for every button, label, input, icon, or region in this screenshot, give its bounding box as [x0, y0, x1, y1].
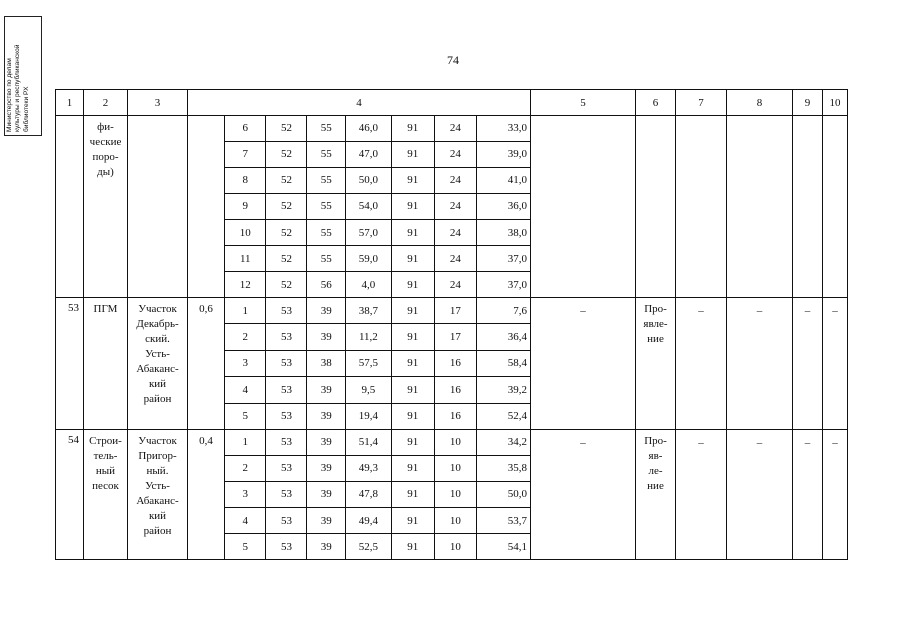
coordinate-value: 38,0: [476, 220, 530, 246]
coordinates-subtable: [225, 116, 530, 297]
location-cell-text: Участок Декабрь- ский. Усть- Абаканс- кий район: [136, 303, 179, 405]
coordinate-value: 38: [307, 350, 346, 377]
col7-cell: [676, 298, 727, 430]
coordinate-value: 4,0: [346, 272, 392, 297]
stamp-line: Министерство по делам: [6, 58, 13, 132]
coordinate-value: 9,5: [346, 377, 392, 404]
coordinate-value: 1: [225, 430, 266, 455]
coordinate-value: 39,2: [476, 377, 530, 404]
col8-cell: [727, 298, 793, 430]
coordinate-value: 39,0: [476, 141, 530, 167]
coordinate-row: [225, 430, 530, 455]
col8-cell-text: –: [756, 437, 763, 449]
header-row: [56, 90, 848, 116]
depth-cell: [188, 116, 225, 298]
col5-cell: [531, 430, 636, 560]
col8-cell-text: [727, 116, 792, 122]
depth-cell: [188, 430, 225, 560]
depth-cell-text: [188, 116, 224, 120]
coordinate-value: 91: [391, 508, 434, 534]
col10-cell: [823, 430, 848, 560]
coordinate-value: 54,0: [346, 193, 392, 219]
coordinate-value: 10: [434, 430, 476, 455]
coordinate-value: 39: [307, 298, 346, 324]
coordinate-row: [225, 481, 530, 507]
coordinate-value: 5: [225, 403, 266, 429]
col6-cell: [636, 430, 676, 560]
coordinate-value: 24: [434, 246, 476, 272]
col7-cell: [676, 116, 727, 298]
coordinate-row: [225, 246, 530, 272]
header-cell: 8: [727, 90, 793, 116]
col7-cell: [676, 430, 727, 560]
coordinate-value: 52,5: [346, 534, 392, 559]
coordinate-value: 49,3: [346, 455, 392, 481]
coordinate-value: 11: [225, 246, 266, 272]
coordinate-value: 53: [266, 455, 307, 481]
coordinate-value: 91: [391, 193, 434, 219]
coordinate-value: 10: [434, 534, 476, 559]
coordinate-value: 3: [225, 481, 266, 507]
header-cell: 9: [793, 90, 823, 116]
coordinate-value: 39: [307, 481, 346, 507]
col8-cell-text: –: [756, 305, 763, 317]
coordinate-value: 39: [307, 324, 346, 351]
depth-cell-text: 0,6: [199, 303, 213, 315]
coordinate-value: 34,2: [476, 430, 530, 455]
material-cell: [84, 430, 128, 560]
col7-cell-text: [676, 116, 726, 122]
coordinate-value: 24: [434, 167, 476, 193]
coordinate-value: 52: [266, 272, 307, 297]
coordinate-value: 39: [307, 403, 346, 429]
coordinate-value: 55: [307, 193, 346, 219]
coordinates-cell: [225, 298, 531, 430]
coordinate-value: 54,1: [476, 534, 530, 559]
location-cell: [128, 116, 188, 298]
col10-cell-text: [823, 116, 847, 122]
coordinate-value: 2: [225, 455, 266, 481]
coordinate-value: 24: [434, 141, 476, 167]
coordinate-row: [225, 403, 530, 429]
row-number-cell-text: 54: [68, 434, 79, 446]
coordinate-value: 91: [391, 481, 434, 507]
coordinate-value: 57,5: [346, 350, 392, 377]
coordinate-row: [225, 116, 530, 141]
header-cell: 7: [676, 90, 727, 116]
table-row: [56, 430, 848, 560]
coordinate-value: 50,0: [476, 481, 530, 507]
col9-cell: [793, 430, 823, 560]
depth-cell: [188, 298, 225, 430]
coordinate-value: 55: [307, 167, 346, 193]
coordinates-subtable: [225, 430, 530, 559]
coordinate-value: 52: [266, 193, 307, 219]
coordinate-value: 19,4: [346, 403, 392, 429]
coordinate-value: 91: [391, 377, 434, 404]
row-number-cell-text: [56, 116, 83, 120]
coordinate-row: [225, 272, 530, 297]
col6-cell: [636, 116, 676, 298]
location-cell: [128, 298, 188, 430]
stamp-text: [4, 16, 42, 136]
coordinates-cell: [225, 430, 531, 560]
col8-cell: [727, 430, 793, 560]
coordinate-value: 7: [225, 141, 266, 167]
coordinate-row: [225, 141, 530, 167]
coordinate-value: 36,0: [476, 193, 530, 219]
coordinate-value: 91: [391, 430, 434, 455]
coordinate-value: 7,6: [476, 298, 530, 324]
coordinate-value: 91: [391, 246, 434, 272]
coordinate-value: 24: [434, 220, 476, 246]
col6-cell-text: Про- яв- ле- ние: [644, 435, 667, 492]
col9-cell-text: –: [804, 305, 811, 317]
col10-cell-text: –: [832, 437, 838, 449]
coordinate-value: 2: [225, 324, 266, 351]
coordinate-value: 1: [225, 298, 266, 324]
coordinate-value: 53: [266, 298, 307, 324]
coordinate-value: 52,4: [476, 403, 530, 429]
coordinate-value: 39: [307, 455, 346, 481]
table-row: [56, 116, 848, 298]
page-number: 74: [447, 53, 459, 67]
coordinate-value: 53: [266, 350, 307, 377]
coordinate-value: 38,7: [346, 298, 392, 324]
coordinate-value: 16: [434, 350, 476, 377]
coordinate-row: [225, 167, 530, 193]
coordinate-value: 35,8: [476, 455, 530, 481]
coordinate-value: 10: [434, 455, 476, 481]
header-cell: 5: [531, 90, 636, 116]
col7-cell-text: –: [698, 305, 704, 317]
header-cell: 3: [128, 90, 188, 116]
depth-cell-text: 0,4: [199, 435, 213, 447]
coordinate-value: 91: [391, 324, 434, 351]
coordinate-value: 49,4: [346, 508, 392, 534]
coordinate-value: 5: [225, 534, 266, 559]
coordinate-value: 16: [434, 377, 476, 404]
coordinate-value: 91: [391, 298, 434, 324]
coordinate-value: 52: [266, 220, 307, 246]
coordinate-value: 55: [307, 220, 346, 246]
coordinate-value: 53: [266, 324, 307, 351]
col5-cell: [531, 298, 636, 430]
coordinate-value: 47,0: [346, 141, 392, 167]
coordinate-value: 91: [391, 350, 434, 377]
coordinate-value: 91: [391, 116, 434, 141]
col9-cell-text: [793, 116, 822, 122]
material-cell-text: ПГМ: [93, 303, 118, 315]
coordinate-value: 52: [266, 246, 307, 272]
coordinate-value: 39: [307, 430, 346, 455]
coordinate-value: 17: [434, 324, 476, 351]
material-cell: [84, 116, 128, 298]
coordinate-value: 91: [391, 403, 434, 429]
coordinate-value: 33,0: [476, 116, 530, 141]
coordinate-value: 53: [266, 403, 307, 429]
coordinate-value: 52: [266, 116, 307, 141]
coordinate-value: 57,0: [346, 220, 392, 246]
coordinate-value: 16: [434, 403, 476, 429]
col7-cell-text: –: [698, 437, 704, 449]
coordinate-value: 4: [225, 508, 266, 534]
header-cell: 1: [56, 90, 84, 116]
row-number-cell: [56, 430, 84, 560]
col5-cell-text: –: [580, 305, 586, 317]
coordinate-value: 53: [266, 534, 307, 559]
header-cell: 10: [823, 90, 848, 116]
coordinate-value: 56: [307, 272, 346, 297]
coordinate-value: 91: [391, 534, 434, 559]
coordinate-value: 91: [391, 220, 434, 246]
location-cell-text: [128, 116, 187, 120]
row-number-cell: [56, 298, 84, 430]
col5-cell-text: –: [580, 437, 586, 449]
col5-cell-text: [531, 116, 635, 122]
stamp-line: библиотеки РХ: [22, 86, 30, 132]
table-row: [56, 298, 848, 430]
coordinate-row: [225, 298, 530, 324]
coordinate-value: 3: [225, 350, 266, 377]
col5-cell: [531, 116, 636, 298]
coordinate-value: 91: [391, 167, 434, 193]
coordinate-value: 50,0: [346, 167, 392, 193]
coordinate-value: 24: [434, 193, 476, 219]
col6-cell-text: Про- явле- ние: [643, 303, 668, 345]
library-stamp: [4, 16, 42, 136]
coordinate-value: 17: [434, 298, 476, 324]
col10-cell: [823, 298, 848, 430]
coordinate-value: 24: [434, 272, 476, 297]
col9-cell: [793, 116, 823, 298]
col10-cell: [823, 116, 848, 298]
coordinates-cell: [225, 116, 531, 298]
coordinate-row: [225, 455, 530, 481]
col6-cell-text: [636, 116, 675, 120]
coordinate-value: 53: [266, 377, 307, 404]
coordinate-value: 55: [307, 116, 346, 141]
col9-cell: [793, 298, 823, 430]
row-number-cell: [56, 116, 84, 298]
header-cell: 4: [188, 90, 531, 116]
coordinate-value: 4: [225, 377, 266, 404]
coordinate-value: 39: [307, 508, 346, 534]
coordinate-value: 53,7: [476, 508, 530, 534]
coordinate-value: 10: [225, 220, 266, 246]
coordinate-row: [225, 324, 530, 351]
coordinate-value: 46,0: [346, 116, 392, 141]
coordinate-value: 53: [266, 430, 307, 455]
row-number-cell-text: 53: [68, 302, 79, 314]
coordinate-value: 55: [307, 141, 346, 167]
col6-cell: [636, 298, 676, 430]
coordinate-value: 51,4: [346, 430, 392, 455]
coordinate-value: 53: [266, 508, 307, 534]
coordinate-value: 91: [391, 272, 434, 297]
coordinate-row: [225, 350, 530, 377]
stamp-line: культуры и республиканской: [14, 44, 22, 132]
location-cell-text: Участок Пригор- ный. Усть- Абаканс- кий район: [136, 435, 179, 537]
coordinate-value: 12: [225, 272, 266, 297]
coordinate-value: 58,4: [476, 350, 530, 377]
coordinate-value: 41,0: [476, 167, 530, 193]
coordinates-subtable: [225, 298, 530, 429]
coordinate-value: 52: [266, 167, 307, 193]
coordinate-value: 53: [266, 481, 307, 507]
col9-cell-text: –: [804, 437, 811, 449]
col10-cell-text: –: [832, 305, 838, 317]
coordinate-value: 39: [307, 534, 346, 559]
coordinate-value: 37,0: [476, 272, 530, 297]
coordinate-value: 39: [307, 377, 346, 404]
coordinate-value: 52: [266, 141, 307, 167]
coordinate-value: 59,0: [346, 246, 392, 272]
coordinate-value: 10: [434, 481, 476, 507]
coordinate-value: 24: [434, 116, 476, 141]
location-cell: [128, 430, 188, 560]
coordinate-value: 47,8: [346, 481, 392, 507]
coordinate-value: 37,0: [476, 246, 530, 272]
coordinate-value: 11,2: [346, 324, 392, 351]
col8-cell: [727, 116, 793, 298]
coordinate-row: [225, 534, 530, 559]
coordinate-value: 8: [225, 167, 266, 193]
material-cell: [84, 298, 128, 430]
data-table: [55, 89, 848, 560]
coordinate-row: [225, 193, 530, 219]
header-cell: 2: [84, 90, 128, 116]
coordinate-value: 6: [225, 116, 266, 141]
coordinate-value: 9: [225, 193, 266, 219]
coordinate-value: 55: [307, 246, 346, 272]
header-cell: 6: [636, 90, 676, 116]
coordinate-row: [225, 508, 530, 534]
coordinate-value: 91: [391, 455, 434, 481]
coordinate-value: 91: [391, 141, 434, 167]
material-cell-text: фи- ческие поро- ды): [89, 121, 122, 178]
material-cell-text: Строи- тель- ный песок: [89, 435, 122, 492]
coordinate-row: [225, 377, 530, 404]
coordinate-value: 36,4: [476, 324, 530, 351]
coordinate-value: 10: [434, 508, 476, 534]
coordinate-row: [225, 220, 530, 246]
